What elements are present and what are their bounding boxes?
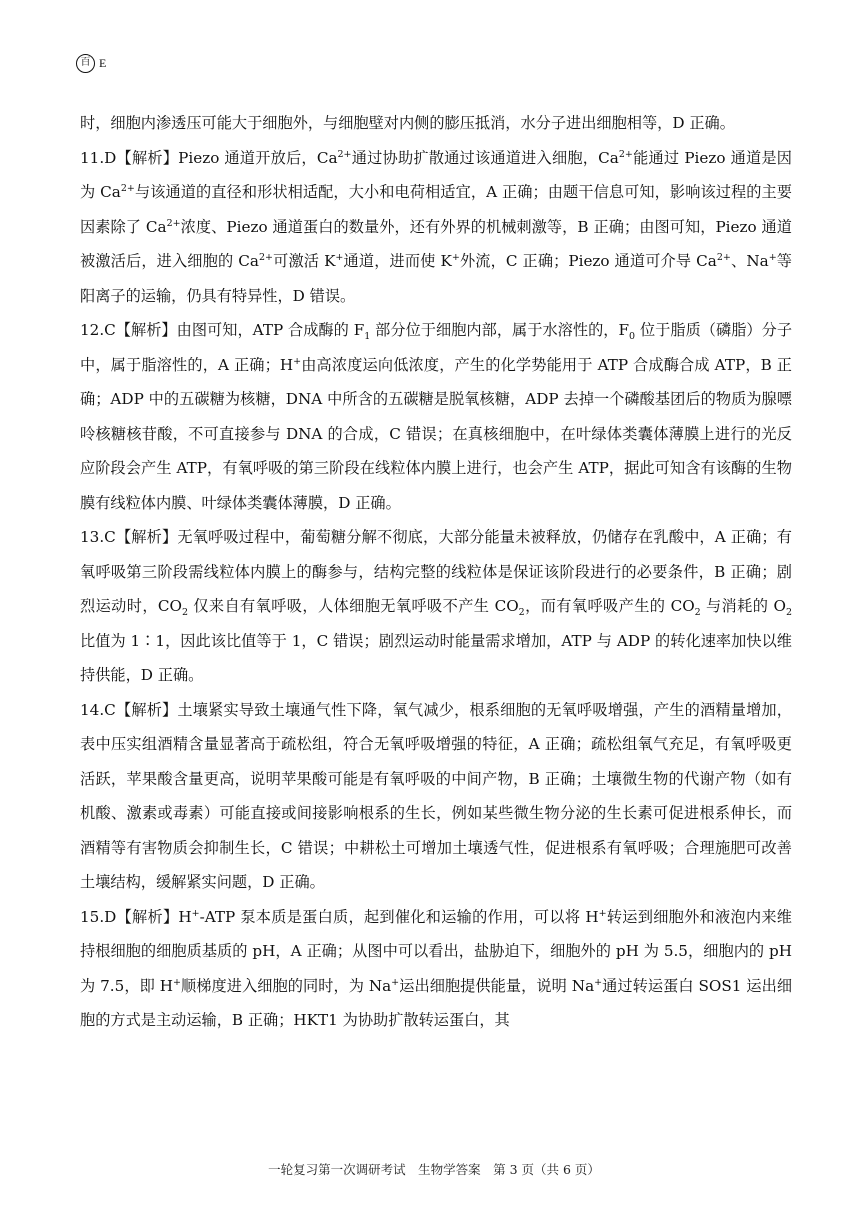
logo-letter: E xyxy=(99,55,107,70)
paragraph-q10-continued: 时，细胞内渗透压可能大于细胞外，与细胞壁对内侧的膨压抵消，水分子进出细胞相等，D 正确。 xyxy=(80,114,735,132)
logo-char: 百 xyxy=(80,57,91,68)
logo-seal-icon xyxy=(76,54,95,73)
answer-content xyxy=(80,106,792,1038)
page-footer: 一轮复习第一次调研考试 生物学答案 第 3 页（共 6 页） xyxy=(268,1162,600,1177)
paragraph-q15: 15.D【解析】H+-ATP 泵本质是蛋白质，起到催化和运输的作用，可以将 H+转运到细胞外和液泡内来维持根细胞的细胞质基质的 pH，A 正确；从图中可以看出，盐胁迫下，细胞外的 pH 为 5.5，细胞内的 pH 为 7.5，即 H+顺梯度进入细胞的同时，为 Na+运出细胞提供能量，说明 Na+通过转运蛋白 SOS1 运出细胞的方式是主动运输，B 正确；HKT1 为协助扩散转运蛋白，其 xyxy=(80,907,793,1029)
paragraph-q12: 12.C【解析】由图可知，ATP 合成酶的 $F_1$ 部分位于细胞内部，属于水溶性的，$F_0$ 位于脂质（磷脂）分子中，属于脂溶性的，A 正确；H+由高浓度运向低浓度，产生的化学势能用于 ATP 合成酶合成 ATP，B 正确；ADP 中的五碳糖为核糖，DNA 中所含的五碳糖是脱氧核糖，ADP 去掉一个磷酸基团后的物质为腺嘌呤核糖核苷酸，不可直接参与 DNA 的合成，C 错误；在真核细胞中，在叶绿体类囊体薄膜上进行的光反应阶段会产生 ATP，有氧呼吸的第三阶段在线粒体内膜上进行，也会产生 ATP，据此可知含有该酶的生物膜有线粒体内膜、叶绿体类囊体薄膜，D 正确。 xyxy=(80,321,793,512)
paragraph-q13: 13.C【解析】无氧呼吸过程中，葡萄糖分解不彻底，大部分能量未被释放，仍储存在乳酸中，A 正确；有氧呼吸第三阶段需线粒体内膜上的酶参与，结构完整的线粒体是保证该阶段进行的必要条件，B 正确；剧烈运动时，$CO_2$ 仅来自有氧呼吸，人体细胞无氧呼吸不产生 $CO_2$，而有氧呼吸产生的 $CO_2$ 与消耗的 $O_2$ 比值为 1∶1，因此该比值等于 1，C 错误；剧烈运动时能量需求增加，ATP 与 ADP 的转化速率加快以维持供能，D 正确。 xyxy=(80,528,793,684)
paragraph-q14: 14.C【解析】土壤紧实导致土壤通气性下降，氧气减少，根系细胞的无氧呼吸增强，产生的酒精量增加，表中压实组酒精含量显著高于疏松组，符合无氧呼吸增强的特征，A 正确；疏松组氧气充足，有氧呼吸更活跃，苹果酸含量更高，说明苹果酸可能是有氧呼吸的中间产物，B 正确；土壤微生物的代谢产物（如有机酸、激素或毒素）可能直接或间接影响根系的生长，例如某些微生物分泌的生长素可促进根系伸长，而酒精等有害物质会抑制生长，C 错误；中耕松土可增加土壤透气性，促进根系有氧呼吸；合理施肥可改善土壤结构，缓解紧实问题，D 正确。 xyxy=(80,700,792,891)
page-header xyxy=(76,52,106,74)
paragraph-q11: 11.D【解析】Piezo 通道开放后，$Ca^{2+}$通过协助扩散通过该通道进入细胞，$Ca^{2+}$能通过 Piezo 通道是因为 $Ca^{2+}$与该通道的直径和形状相适配，大小和电荷相适宜，A 正确；由题干信息可知，影响该过程的主要因素除了 $Ca^{2+}$浓度、Piezo 通道蛋白的数量外，还有外界的机械刺激等，B 正确；由图可知，Piezo 通道被激活后，进入细胞的 $Ca^{2+}$可激活 K+通道，进而使 K+外流，C 正确；Piezo 通道可介导 $Ca^{2+}$、Na+等阳离子的运输，仍具有特异性，D 错误。 xyxy=(80,148,792,305)
